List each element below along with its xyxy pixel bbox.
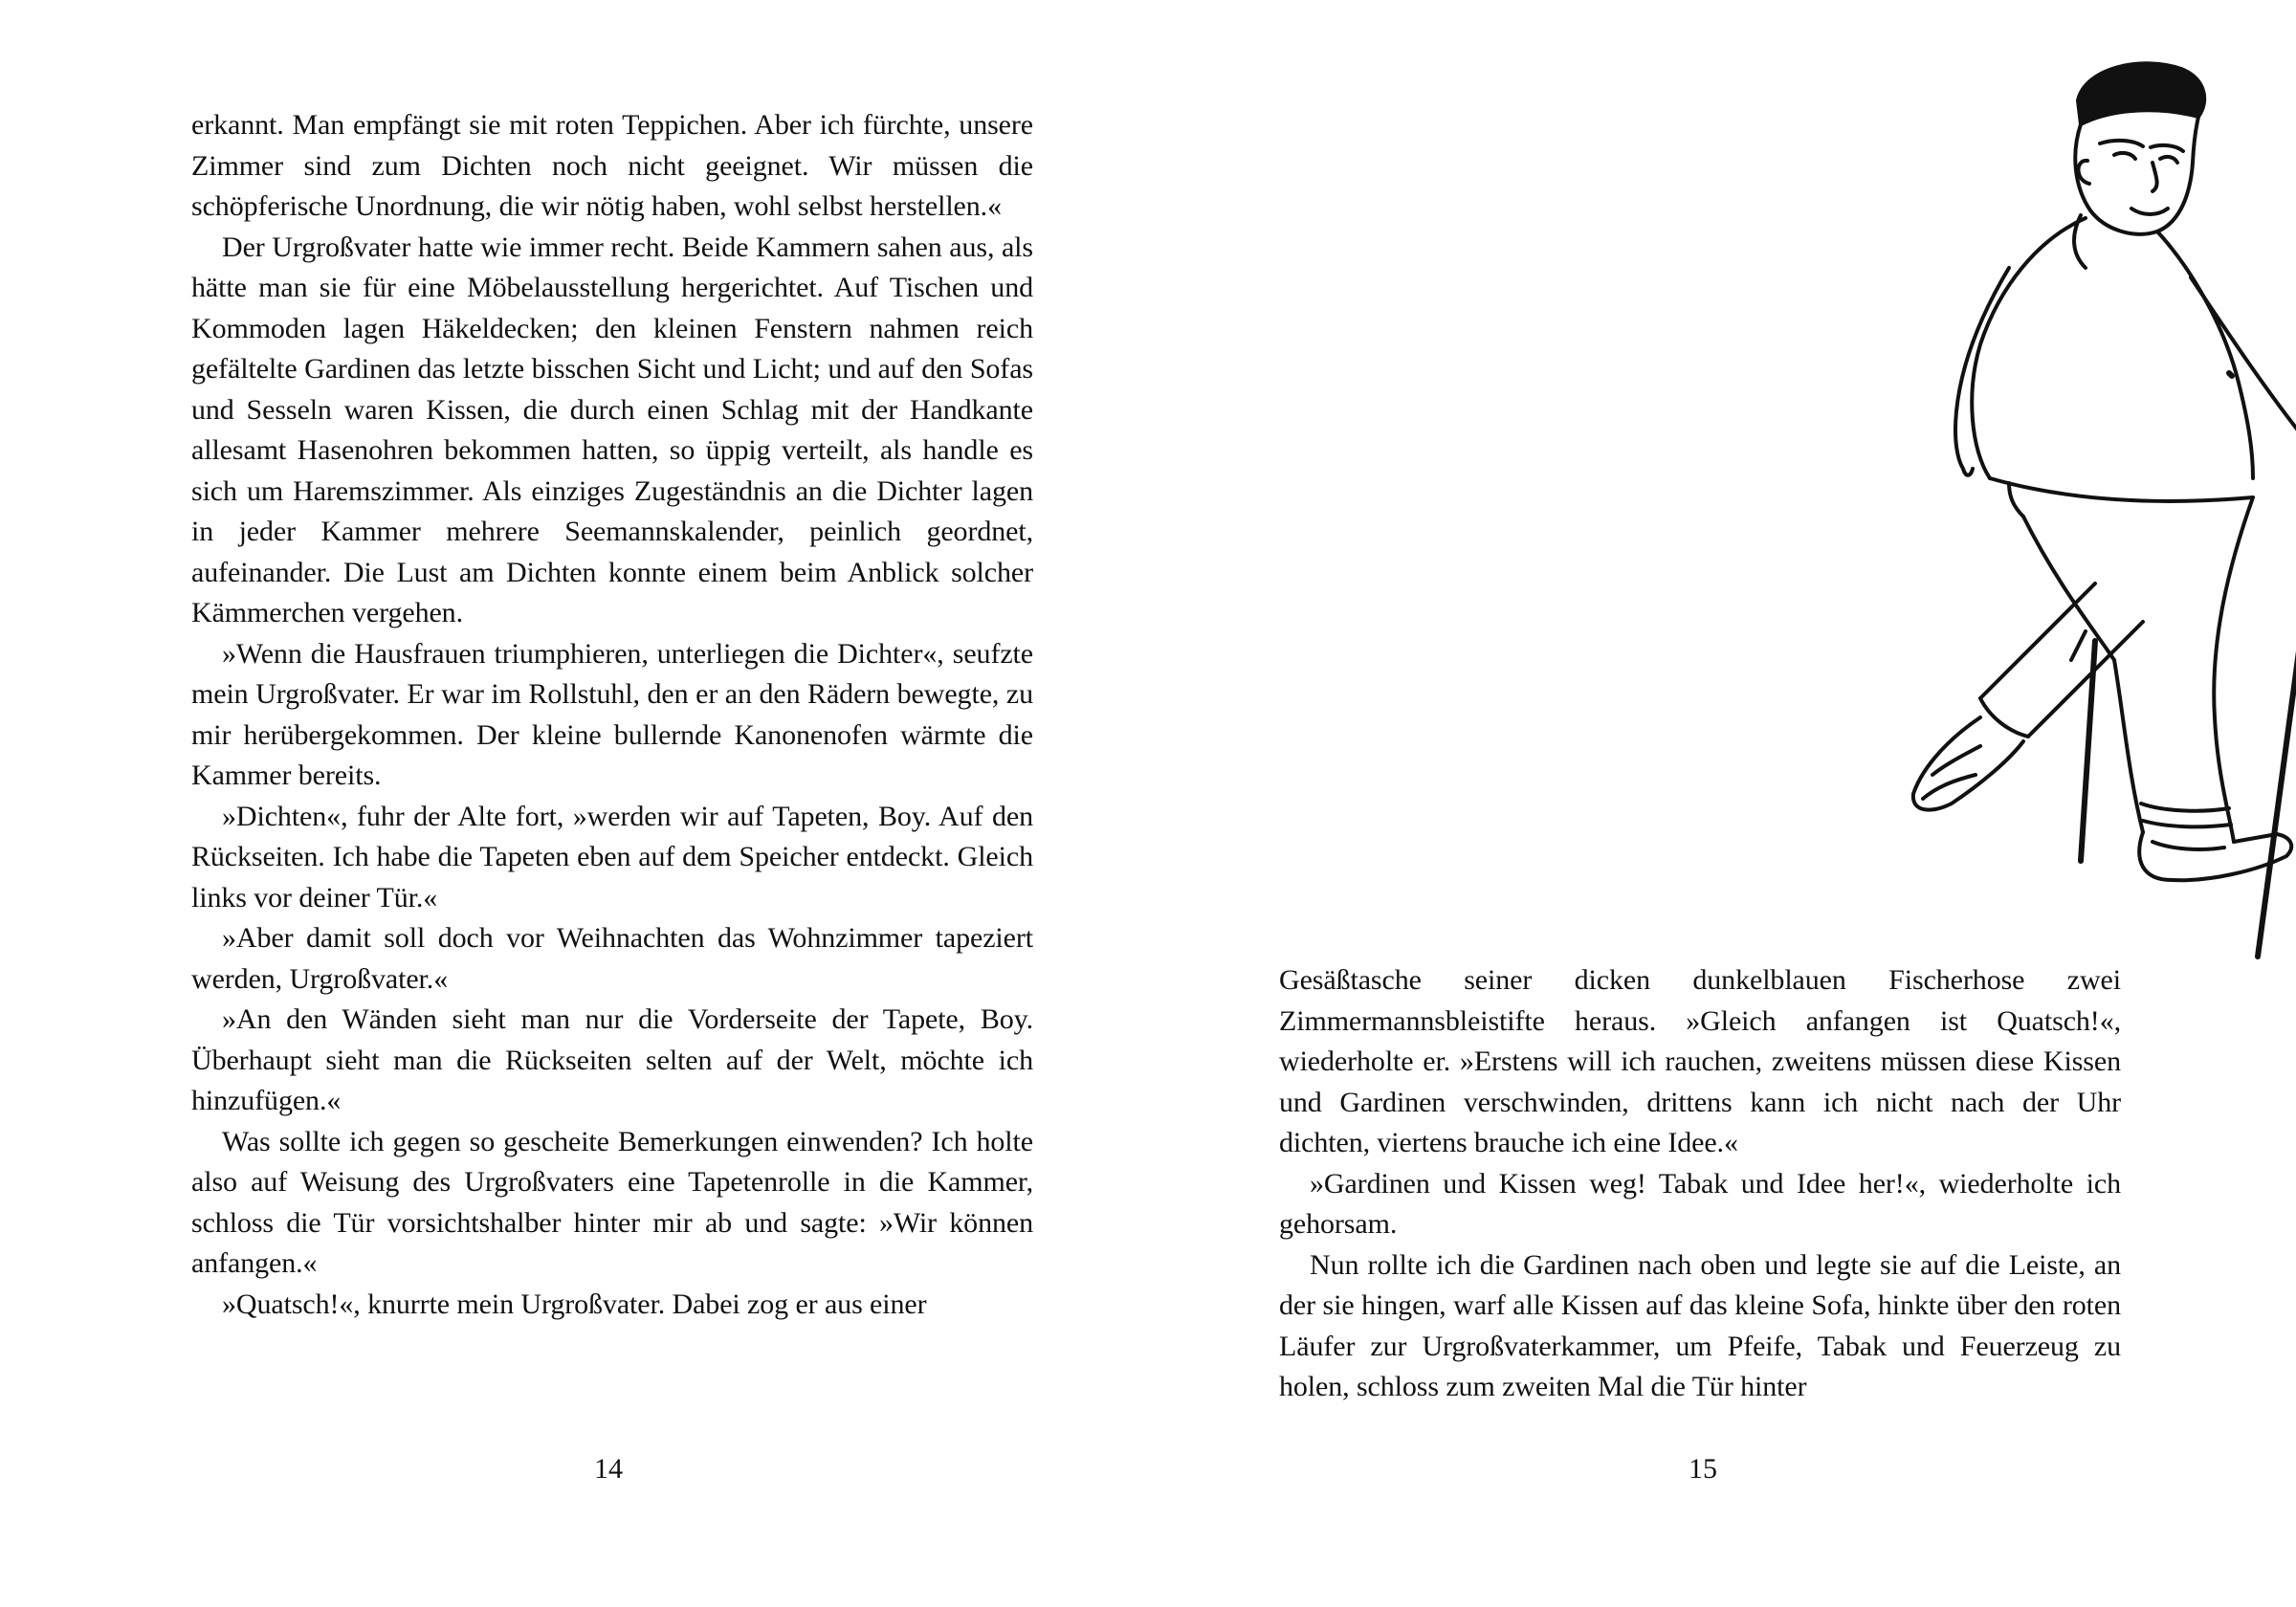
page-number: 14 (594, 1453, 623, 1485)
page-number: 15 (1689, 1453, 1717, 1485)
paragraph: »Dichten«, fuhr der Alte fort, »werden wir auf Tapeten, Boy. Auf den Rückseiten. Ich habe die Tapeten eben auf dem Speicher entdeckt. Gleich links vor deiner Tür.« (191, 800, 1033, 914)
right-page (1148, 0, 2296, 1607)
paragraph: »An den Wänden sieht man nur die Vorderseite der Tapete, Boy. Überhaupt sieht man die Rückseiten selten auf der Welt, möchte ich hinzufügen.« (191, 1003, 1033, 1116)
paragraph: Gesäßtasche seiner dicken dunkelblauen Fischerhose zwei Zimmermannsbleistifte heraus. »Gleich anfangen ist Quatsch!«, wiederholte er. »Erstens will ich rauchen, zweitens müssen diese Kissen und Gardinen verschwinden, drittens kann ich nicht nach der Uhr dichten, viertens brauche ich eine Idee.« (1279, 964, 2121, 1158)
right-page-text (1279, 960, 2121, 1408)
paragraph: »Wenn die Hausfrauen triumphieren, unterliegen die Dichter«, seufzte mein Urgroßvater. Er war im Rollstuhl, den er an den Rädern bewegte, zu mir herübergekommen. Der kleine bullernde Kanonenofen wärmte die Kammer bereits. (191, 637, 1033, 791)
left-page-text (191, 105, 1033, 1325)
paragraph: Der Urgroßvater hatte wie immer recht. Beide Kammern sahen aus, als hätte man sie für eine Möbelausstellung hergerichtet. Auf Tischen und Kommoden lagen Häkeldecken; den kleinen Fenstern nahmen reich gefältelte Gardinen das letzte bisschen Sicht und Licht; und auf den Sofas und Sesseln waren Kissen, die durch einen Schlag mit der Handkante allesamt Hasenohren bekommen hatten, so üppig verteilt, als handle es sich um Haremszimmer. Als einziges Zugeständnis an die Dichter lagen in jeder Kammer mehrere Seemannskalender, peinlich geordnet, aufeinander. Die Lust am Dichten konnte einem beim Anblick solcher Kämmerchen vergehen. (191, 231, 1033, 628)
paragraph: »Gardinen und Kissen weg! Tabak und Idee her!«, wiederholte ich gehorsam. (1279, 1167, 2121, 1240)
paragraph: Was sollte ich gegen so gescheite Bemerkungen einwenden? Ich holte also auf Weisung des Urgroßvaters eine Tapetenrolle in die Kammer, schloss die Tür vorsichtshalber hinter mir ab und sagte: »Wir können anfangen.« (191, 1125, 1033, 1279)
paragraph: erkannt. Man empfängt sie mit roten Teppichen. Aber ich fürchte, unsere Zimmer sind zum Dichten noch nicht geeignet. Wir müssen die schöpferische Unordnung, die wir nötig haben, wohl selbst herstellen.« (191, 109, 1033, 222)
paragraph: »Quatsch!«, knurrte mein Urgroßvater. Dabei zog er aus einer (222, 1288, 927, 1320)
boy-with-crutch-illustration (1693, 48, 2296, 966)
paragraph: Nun rollte ich die Gardinen nach oben und legte sie auf die Leiste, an der sie hingen, warf alle Kissen auf das kleine Sofa, hinkte über den roten Läufer zur Urgroßvaterkammer, um Pfeife, Tabak und Feuerzeug zu holen, schloss zum zweiten Mal die Tür hinter (1279, 1248, 2121, 1402)
paragraph: »Aber damit soll doch vor Weihnachten das Wohnzimmer tapeziert werden, Urgroßvater.« (191, 922, 1033, 995)
